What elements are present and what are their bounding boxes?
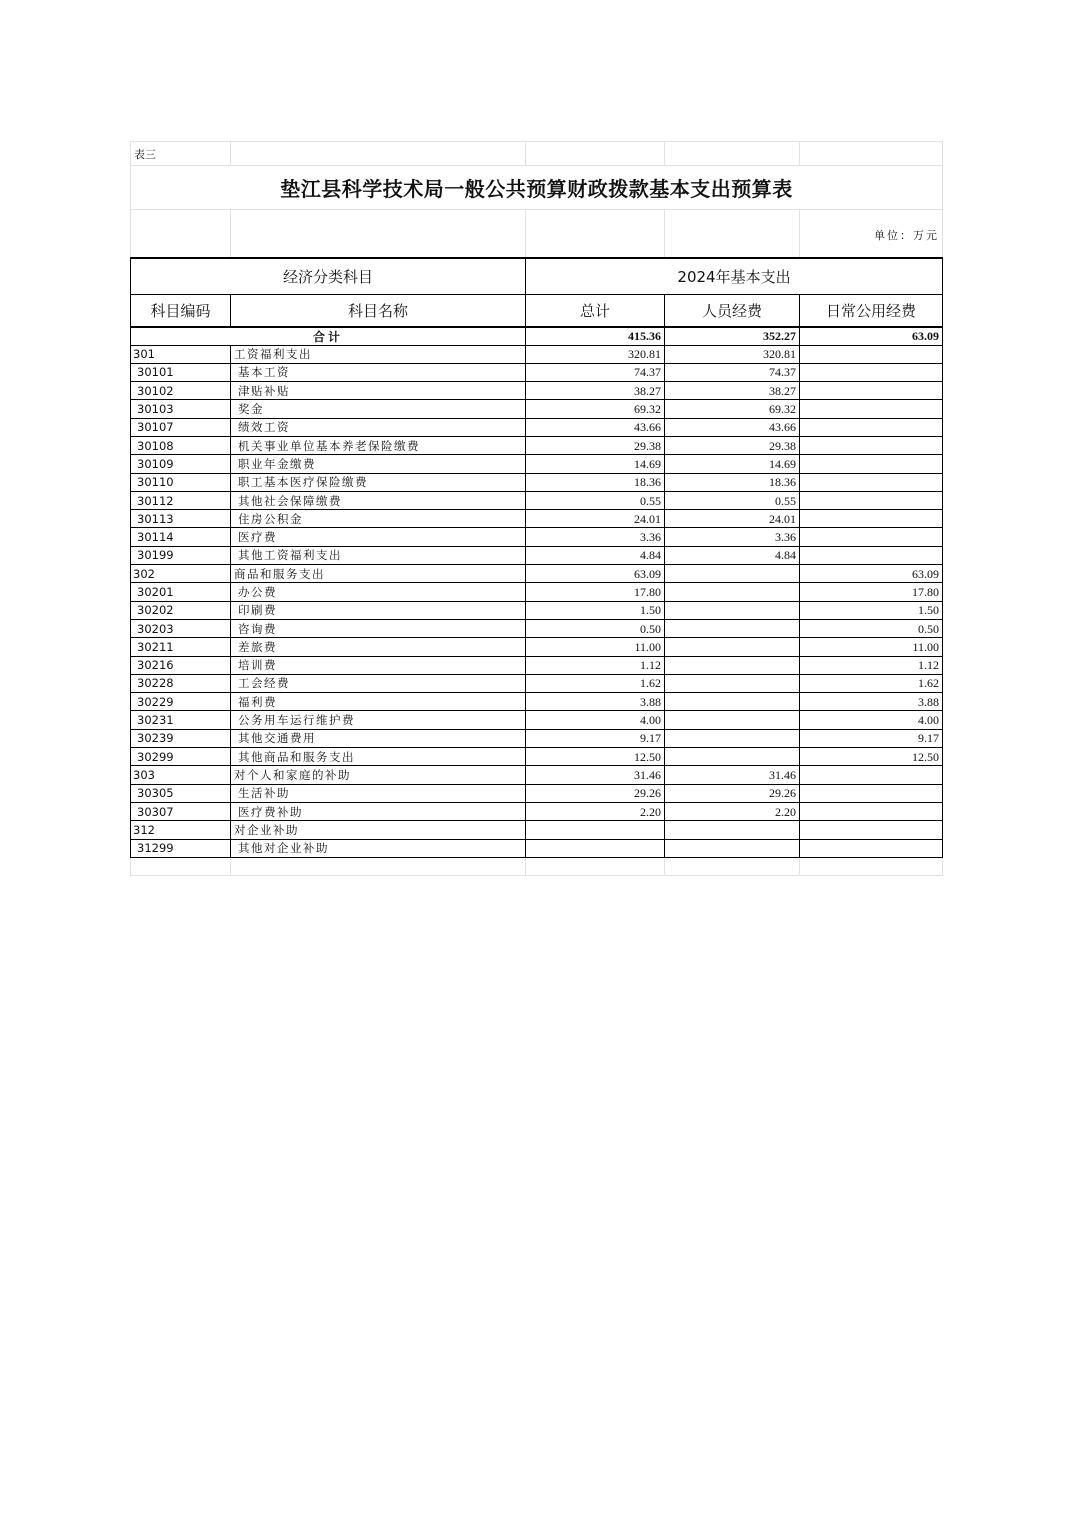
total-cell: 3.88 (526, 693, 665, 711)
subject-name: 生活补助 (231, 784, 526, 802)
total-cell: 1.12 (526, 656, 665, 674)
data-rows (131, 345, 943, 857)
subject-code: 30239 (131, 729, 231, 747)
header-basic-expenditure: 2024年基本支出 (526, 258, 943, 295)
total-row (131, 327, 943, 346)
subject-name: 职工基本医疗保险缴费 (231, 473, 526, 491)
table-tag: 表三 (131, 142, 231, 166)
personnel-cell: 4.84 (665, 546, 800, 564)
public-cell (800, 363, 943, 381)
personnel-cell: 0.55 (665, 491, 800, 509)
subject-name: 工会经费 (231, 674, 526, 692)
personnel-cell: 38.27 (665, 382, 800, 400)
public-cell (800, 528, 943, 546)
personnel-cell: 29.26 (665, 784, 800, 802)
personnel-cell: 31.46 (665, 766, 800, 784)
total-cell: 1.62 (526, 674, 665, 692)
header-total: 总计 (526, 295, 665, 327)
personnel-cell (665, 821, 800, 839)
budget-table (130, 141, 943, 876)
subject-name: 对个人和家庭的补助 (231, 766, 526, 784)
public-cell: 63.09 (800, 565, 943, 583)
subject-name: 其他交通费用 (231, 729, 526, 747)
personnel-cell: 18.36 (665, 473, 800, 491)
personnel-cell (665, 601, 800, 619)
public-cell (800, 491, 943, 509)
subject-code: 30114 (131, 528, 231, 546)
public-cell (800, 802, 943, 820)
total-cell: 31.46 (526, 766, 665, 784)
public-cell: 1.12 (800, 656, 943, 674)
table-row (131, 565, 943, 583)
table-row (131, 619, 943, 637)
total-cell: 320.81 (526, 345, 665, 363)
table-row (131, 729, 943, 747)
subject-name: 基本工资 (231, 363, 526, 381)
personnel-cell (665, 565, 800, 583)
public-cell: 0.50 (800, 619, 943, 637)
public-cell: 12.50 (800, 748, 943, 766)
subject-name: 商品和服务支出 (231, 565, 526, 583)
subject-name: 培训费 (231, 656, 526, 674)
header-column-row (131, 295, 943, 327)
subject-code: 31299 (131, 839, 231, 857)
table-row (131, 455, 943, 473)
total-cell: 9.17 (526, 729, 665, 747)
public-cell (800, 436, 943, 454)
table-row (131, 638, 943, 656)
subject-code: 302 (131, 565, 231, 583)
subject-name: 医疗费补助 (231, 802, 526, 820)
subject-name: 对企业补助 (231, 821, 526, 839)
table-row (131, 748, 943, 766)
total-cell: 11.00 (526, 638, 665, 656)
table-row (131, 418, 943, 436)
personnel-cell (665, 748, 800, 766)
total-cell: 38.27 (526, 382, 665, 400)
total-cell: 0.50 (526, 619, 665, 637)
subject-code: 30202 (131, 601, 231, 619)
subject-code: 30299 (131, 748, 231, 766)
total-cell: 17.80 (526, 583, 665, 601)
personnel-cell (665, 674, 800, 692)
table-row (131, 510, 943, 528)
title-row (131, 166, 943, 210)
public-cell (800, 455, 943, 473)
total-cell: 14.69 (526, 455, 665, 473)
table-row (131, 473, 943, 491)
public-cell (800, 766, 943, 784)
header-personnel-expense: 人员经费 (665, 295, 800, 327)
subject-name: 奖金 (231, 400, 526, 418)
subject-code: 30107 (131, 418, 231, 436)
subject-code: 30110 (131, 473, 231, 491)
public-cell (800, 382, 943, 400)
page-title: 垫江县科学技术局一般公共预算财政拨款基本支出预算表 (131, 166, 943, 210)
total-personnel: 352.27 (665, 327, 800, 346)
total-cell: 3.36 (526, 528, 665, 546)
total-cell: 43.66 (526, 418, 665, 436)
total-cell: 18.36 (526, 473, 665, 491)
subject-code: 301 (131, 345, 231, 363)
subject-code: 30112 (131, 491, 231, 509)
subject-name: 绩效工资 (231, 418, 526, 436)
subject-name: 其他商品和服务支出 (231, 748, 526, 766)
subject-name: 其他社会保障缴费 (231, 491, 526, 509)
unit-label: 单位：万元 (800, 210, 943, 258)
total-cell: 74.37 (526, 363, 665, 381)
public-cell: 1.62 (800, 674, 943, 692)
subject-name: 咨询费 (231, 619, 526, 637)
table-tag-row (131, 142, 943, 166)
table-row (131, 583, 943, 601)
table-row (131, 784, 943, 802)
subject-code: 30203 (131, 619, 231, 637)
personnel-cell: 29.38 (665, 436, 800, 454)
table-row (131, 528, 943, 546)
subject-name: 其他对企业补助 (231, 839, 526, 857)
total-cell: 29.26 (526, 784, 665, 802)
subject-code: 30305 (131, 784, 231, 802)
personnel-cell (665, 619, 800, 637)
total-cell: 0.55 (526, 491, 665, 509)
personnel-cell: 320.81 (665, 345, 800, 363)
subject-code: 312 (131, 821, 231, 839)
table-row (131, 491, 943, 509)
table-row (131, 839, 943, 857)
table-row (131, 436, 943, 454)
public-cell: 9.17 (800, 729, 943, 747)
subject-code: 30228 (131, 674, 231, 692)
personnel-cell: 43.66 (665, 418, 800, 436)
total-cell: 4.84 (526, 546, 665, 564)
table-row (131, 601, 943, 619)
unit-row (131, 210, 943, 258)
subject-code: 30199 (131, 546, 231, 564)
subject-name: 住房公积金 (231, 510, 526, 528)
public-cell: 3.88 (800, 693, 943, 711)
public-cell: 1.50 (800, 601, 943, 619)
public-cell (800, 839, 943, 857)
personnel-cell: 2.20 (665, 802, 800, 820)
public-cell (800, 473, 943, 491)
public-cell: 4.00 (800, 711, 943, 729)
total-cell: 2.20 (526, 802, 665, 820)
table-row (131, 363, 943, 381)
subject-code: 30231 (131, 711, 231, 729)
table-row (131, 821, 943, 839)
total-cell: 69.32 (526, 400, 665, 418)
subject-name: 印刷费 (231, 601, 526, 619)
table-row (131, 674, 943, 692)
public-cell (800, 546, 943, 564)
personnel-cell: 24.01 (665, 510, 800, 528)
header-subject-name: 科目名称 (231, 295, 526, 327)
subject-name: 公务用车运行维护费 (231, 711, 526, 729)
personnel-cell: 69.32 (665, 400, 800, 418)
public-cell (800, 345, 943, 363)
public-cell: 11.00 (800, 638, 943, 656)
personnel-cell: 14.69 (665, 455, 800, 473)
subject-code: 303 (131, 766, 231, 784)
subject-code: 30102 (131, 382, 231, 400)
subject-name: 医疗费 (231, 528, 526, 546)
header-economic-classification: 经济分类科目 (131, 258, 526, 295)
public-cell: 17.80 (800, 583, 943, 601)
subject-code: 30113 (131, 510, 231, 528)
subject-code: 30211 (131, 638, 231, 656)
table-row (131, 400, 943, 418)
subject-name: 其他工资福利支出 (231, 546, 526, 564)
footer-row (131, 857, 943, 875)
public-cell (800, 821, 943, 839)
personnel-cell (665, 729, 800, 747)
table-row (131, 345, 943, 363)
subject-name: 津贴补贴 (231, 382, 526, 400)
total-cell: 12.50 (526, 748, 665, 766)
table-row (131, 656, 943, 674)
table-row (131, 546, 943, 564)
subject-code: 30229 (131, 693, 231, 711)
public-cell (800, 400, 943, 418)
subject-code: 30201 (131, 583, 231, 601)
subject-name: 差旅费 (231, 638, 526, 656)
public-cell (800, 418, 943, 436)
personnel-cell (665, 656, 800, 674)
public-cell (800, 784, 943, 802)
header-subject-code: 科目编码 (131, 295, 231, 327)
table-row (131, 766, 943, 784)
total-cell: 29.38 (526, 436, 665, 454)
header-public-expense: 日常公用经费 (800, 295, 943, 327)
table-row (131, 693, 943, 711)
total-cell (526, 821, 665, 839)
total-cell: 1.50 (526, 601, 665, 619)
total-cell: 4.00 (526, 711, 665, 729)
subject-name: 职业年金缴费 (231, 455, 526, 473)
total-cell (526, 839, 665, 857)
subject-name: 福利费 (231, 693, 526, 711)
personnel-cell (665, 711, 800, 729)
personnel-cell: 74.37 (665, 363, 800, 381)
header-group-row (131, 258, 943, 295)
public-cell (800, 510, 943, 528)
subject-code: 30103 (131, 400, 231, 418)
subject-code: 30101 (131, 363, 231, 381)
total-cell: 63.09 (526, 565, 665, 583)
subject-name: 工资福利支出 (231, 345, 526, 363)
subject-code: 30216 (131, 656, 231, 674)
subject-code: 30109 (131, 455, 231, 473)
personnel-cell (665, 583, 800, 601)
total-cell: 24.01 (526, 510, 665, 528)
subject-name: 办公费 (231, 583, 526, 601)
total-label: 合计 (131, 327, 526, 346)
subject-name: 机关事业单位基本养老保险缴费 (231, 436, 526, 454)
table-row (131, 711, 943, 729)
personnel-cell: 3.36 (665, 528, 800, 546)
personnel-cell (665, 638, 800, 656)
total-public: 63.09 (800, 327, 943, 346)
personnel-cell (665, 693, 800, 711)
subject-code: 30307 (131, 802, 231, 820)
table-row (131, 802, 943, 820)
personnel-cell (665, 839, 800, 857)
subject-code: 30108 (131, 436, 231, 454)
total-amount: 415.36 (526, 327, 665, 346)
table-row (131, 382, 943, 400)
